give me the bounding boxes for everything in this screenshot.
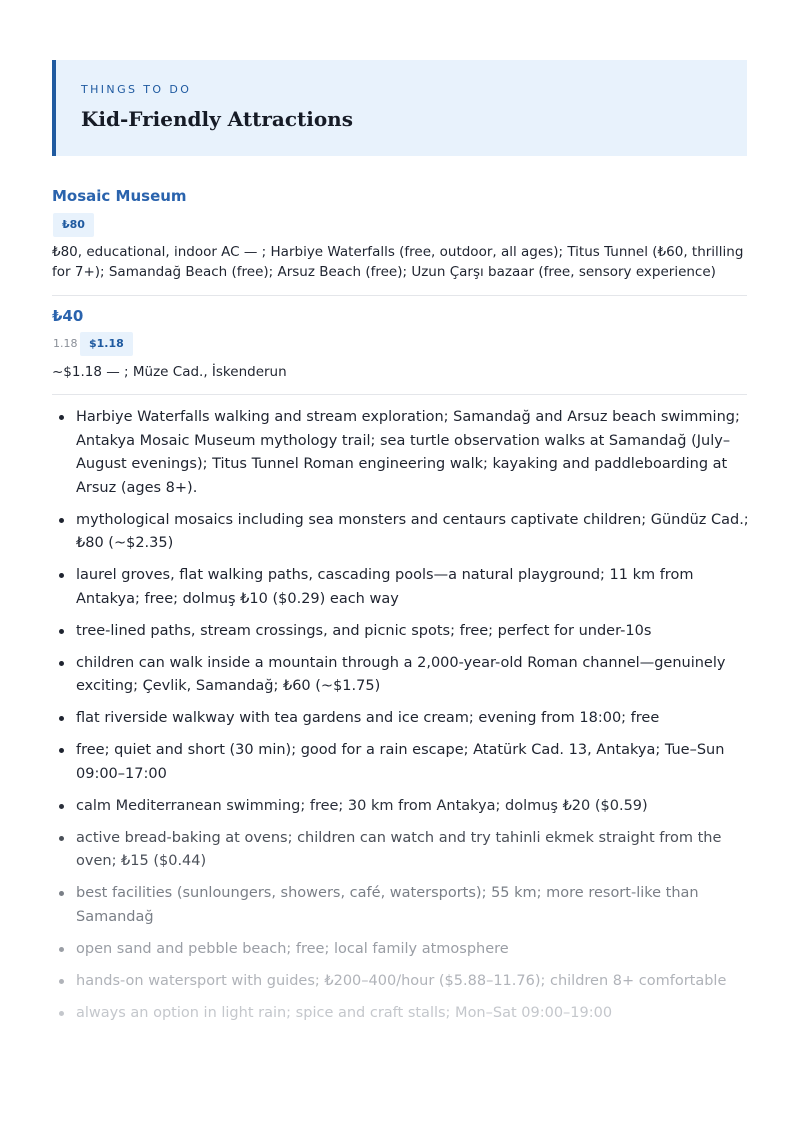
list-item-text: laurel groves, flat walking paths, cascading pools—a natural playground; 11 km from Antakya; free; dolmuş ₺10 ($0.29) each way xyxy=(76,567,694,607)
list-item xyxy=(52,938,752,962)
bullet-icon xyxy=(59,1011,64,1016)
header-banner xyxy=(52,60,747,156)
list-item-text: Harbiye Waterfalls walking and stream exploration; Samandağ and Arsuz beach swimming; Antakya Mosaic Museum mythology trail; sea turtle observation walks at Samandağ (July–August evenings); Titus Tunnel Roman engineering walk; kayaking and paddleboarding at Arsuz (ages 8+). xyxy=(76,409,740,496)
list-item xyxy=(52,707,752,731)
usd-badge: $1.18 xyxy=(80,332,133,356)
attraction-list xyxy=(52,406,752,1034)
bullet-icon xyxy=(59,748,64,753)
attraction-description: ₺80, educational, indoor AC — ; Harbiye Waterfalls (free, outdoor, all ages); Titus Tunnel (₺60, thrilling for 7+); Samandağ Beach (free); Arsuz Beach (free); Uzun Çarşı bazaar (free, sensory experience) xyxy=(52,244,744,280)
list-item-text: children can walk inside a mountain through a 2,000-year-old Roman channel—genuinely exciting; Çevlik, Samandağ; ₺60 (~$1.75) xyxy=(76,654,726,694)
list-item-text: calm Mediterranean swimming; free; 30 km from Antakya; dolmuş ₺20 ($0.59) xyxy=(76,797,648,814)
list-item-text: active bread-baking at ovens; children can watch and try tahinli ekmek straight from the oven; ₺15 ($0.44) xyxy=(76,829,722,869)
bullet-icon xyxy=(59,716,64,721)
list-item-text: flat riverside walkway with tea gardens and ice cream; evening from 18:00; free xyxy=(76,710,660,726)
list-item xyxy=(52,509,752,556)
bullet-icon xyxy=(59,661,64,666)
bullet-icon xyxy=(59,891,64,896)
list-item-text: hands-on watersport with guides; ₺200–400/hour ($5.88–11.76); children 8+ comfortable xyxy=(76,972,727,989)
list-item xyxy=(52,652,752,699)
list-item xyxy=(52,406,752,500)
list-item xyxy=(52,620,752,644)
list-item-text: always an option in light rain; spice and craft stalls; Mon–Sat 09:00–19:00 xyxy=(76,1004,613,1021)
list-item xyxy=(52,795,752,819)
bullet-icon xyxy=(59,518,64,523)
bullet-icon xyxy=(59,947,64,952)
list-item xyxy=(52,739,752,786)
list-item xyxy=(52,564,752,611)
list-item xyxy=(52,1002,752,1026)
list-item-text: free; quiet and short (30 min); good for a rain escape; Atatürk Cad. 13, Antakya; Tue–Sun 09:00–17:00 xyxy=(76,742,725,782)
bullet-icon xyxy=(59,836,64,841)
bullet-icon xyxy=(59,629,64,634)
price-heading: ₺40 xyxy=(52,307,84,325)
page-title: Kid-Friendly Attractions xyxy=(81,107,353,131)
divider xyxy=(52,394,747,395)
list-item-text: open sand and pebble beach; free; local family atmosphere xyxy=(76,940,509,957)
divider xyxy=(52,295,747,296)
list-item xyxy=(52,882,752,929)
section-kicker: THINGS TO DO xyxy=(81,83,192,96)
price-badge: ₺80 xyxy=(53,213,94,237)
rate-value: 1.18 xyxy=(53,337,78,350)
bullet-icon xyxy=(59,979,64,984)
attraction-heading-mosaic-museum: Mosaic Museum xyxy=(52,187,187,205)
list-item-text: tree-lined paths, stream crossings, and picnic spots; free; perfect for under-10s xyxy=(76,622,652,639)
bullet-icon xyxy=(59,415,64,420)
bullet-icon xyxy=(59,804,64,809)
list-item-text: best facilities (sunloungers, showers, café, watersports); 55 km; more resort-like than Samandağ xyxy=(76,885,699,925)
list-item xyxy=(52,827,752,874)
bullet-icon xyxy=(59,573,64,578)
list-item-text: mythological mosaics including sea monsters and centaurs captivate children; Gündüz Cad.; ₺80 (~$2.35) xyxy=(76,511,749,551)
list-item xyxy=(52,970,752,994)
location-description: ~$1.18 — ; Müze Cad., İskenderun xyxy=(52,364,287,380)
